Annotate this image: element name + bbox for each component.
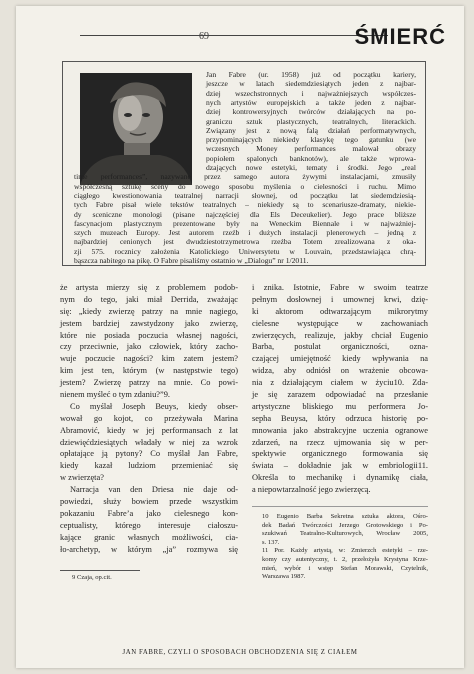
footnote-line: dek Badań Twórczości Jerzego Grotowskiego i Po- <box>262 521 428 529</box>
text-line: czy przeciwnie, jako człowiek, który zacho- <box>60 342 238 352</box>
bio-line: dy sceniczne monologi (pisane najczęściej dla Els Deceukelier). Jego prace bliższe <box>74 209 416 219</box>
page-footer: JAN FABRE, CZYLI O SPOSOBACH OBCHODZENIA SIĘ Z CIAŁEM <box>122 649 358 656</box>
text-line: cielesne występujące w zachowaniach <box>252 318 428 328</box>
text-line: w zwierzęta? <box>60 473 104 483</box>
bio-line: time performances”, nazywane przez samego autora żywymi instalacjami, zmusiły <box>74 172 416 182</box>
footnote-rule-left <box>60 570 140 571</box>
footnote-line: 10 Eugenio Barba Sekretna sztuka aktora, Ośro- <box>262 513 428 520</box>
left-column <box>60 282 238 555</box>
bio-line: dziej wszechstronnych i najważniejszych współczes- <box>206 88 416 98</box>
text-line: ło-archetyp, w którym „ja” rozmywa się <box>60 544 238 554</box>
text-line: ceptualisty, którego interesuje ciałoszu- <box>60 520 238 530</box>
bio-line: Związany jest z nową falą działań performatywnych, <box>206 125 416 135</box>
right-column <box>252 282 428 496</box>
bio-line: szych muzeach Europy. Jest autorem rzeźb i dużych instalacji plenerowych – jedną z <box>74 228 416 238</box>
footnote-line: komy czy autentyczny, t. 2, przełożyła Krystyna Krze- <box>262 555 428 563</box>
text-line: zwierzęcych, realizuje, jakby chciał Eugenio <box>252 330 428 340</box>
text-line: pokazaniu Fabre’a jako cielesnego kon- <box>60 508 238 518</box>
text-line: nia z działającym ciałem w życiu10. Zda- <box>252 378 428 388</box>
text-line: powiedzi, służy bowiem przede wszystkim <box>60 497 238 507</box>
text-line: dziewięćdziesiątych władały w niej za wzrok <box>60 437 238 447</box>
bio-line: tych Fabre pisał wiele tekstów teatralnych – niekiedy są to scenariusze-dramaty, niekie- <box>74 200 416 210</box>
text-line: opłatające ją pytony? Co myślał Jan Fabre, <box>60 449 238 459</box>
footnotes-right <box>262 513 428 582</box>
running-title: ŚMIERĆ <box>354 24 446 49</box>
text-line: ki aktorom odtwarzającym mikrorytmy <box>252 306 428 316</box>
text-line: kające granic własnych możliwości, cia- <box>60 532 238 542</box>
bio-line: nych artystów europejskich a także jeden z najbar- <box>206 97 416 107</box>
text-line: się: „kiedy zwierzę patrzy na mnie nagiego, <box>60 306 238 316</box>
page-number: 69 <box>199 31 209 42</box>
bio-line: najbardziej cenionych jest dwudziestotrzymetrowa rzeźba Totem zrealizowana z oka- <box>74 237 416 247</box>
footnote-rule-right <box>252 506 428 507</box>
page <box>16 6 464 668</box>
bio-line: Jan Fabre (ur. 1958) już od początku kariery, <box>206 70 416 79</box>
text-line: Barba, postulat organiczności, ozna- <box>252 342 428 352</box>
bio-line: jeszcze w latach siedemdziesiątych jeden z najbar- <box>206 79 416 89</box>
bio-line: wczesnych Money performances malował obrazy <box>206 144 416 154</box>
bio-line: popiołem spalonych banknotów), ale także wprowa- <box>206 153 416 163</box>
text-line: które nie posiada poczucia własnej nagości, <box>60 330 238 340</box>
text-line: i znika. Istotnie, Fabre w swoim teatrze <box>252 283 428 292</box>
portrait-image <box>80 73 192 185</box>
text-line: że artysta mierzy się z problemem podob- <box>60 283 238 292</box>
text-line: zdarzeń, na rzecz ujmowania się w per- <box>252 437 428 447</box>
text-line: świata – dokładnie jak w embriologii11. <box>252 461 428 471</box>
bio-line: graniczu sztuk plastycznych, teatralnych, literackich. <box>206 116 416 126</box>
footnote-line: 9 Czaja, op.cit. <box>72 574 112 581</box>
footnote-line: 11 Por. Każdy artystą, w: Zmierzch estetyki – rze- <box>262 547 428 555</box>
footnotes-left <box>72 574 238 583</box>
text-line: czającej umiejętność kiedy wpływania na <box>252 354 428 364</box>
bio-line: bąszcza nabitego na pikę. O Fabre pisaliśmy ostatnio w „Dialogu” nr 1/2011. <box>74 256 309 265</box>
text-line: artystyczne bliskiego mu performera Jo- <box>252 401 428 411</box>
text-line: mnowania jako abstrakcyjne uczenia ogranowe <box>252 425 428 435</box>
bio-line: zji 575. rocznicy założenia Katolickiego Uniwersytetu w Louvain, przedstawiająca chrą- <box>74 246 416 256</box>
bio-line: fascynacjom plastycznym prezentowane były na Weneckim Biennale i w najważniej- <box>74 218 416 228</box>
bio-line: przypominających niekiedy klasykę tego gatunku (we <box>206 135 416 145</box>
text-line: wował go kojot, co przeżywała Marina <box>60 413 238 423</box>
footnote-line: mień, wybór i wstęp Stefan Morawski, Czytelnik, <box>262 564 428 572</box>
text-line: sepha Beuysa, który odrzuca historię po- <box>252 413 428 423</box>
text-line: a niepowtarzalność jego zwierzęcą. <box>252 485 371 495</box>
footnote-line: szukiwań Teatralno-Kulturowych, Wrocław 2005, <box>262 530 428 538</box>
text-line: spektywie organicznego formowania się <box>252 449 428 459</box>
footnote-line: s. 137. <box>262 538 280 546</box>
text-line: nienem myśleć o tym zdaniu?”9. <box>60 390 171 400</box>
bio-line: współczesną sztukę sceny do nowego sposobu myślenia o cielesności i ruchu. Mimo <box>74 181 416 191</box>
text-line: kim jest ten, którym (w następstwie tego) <box>60 366 238 376</box>
bio-line: dzających nowe estetyki, tematy i środki. Jego „real <box>206 163 416 172</box>
text-line: Abramović, kiedy w jej performansach z lat <box>60 425 238 435</box>
text-line: nym do tego, jaki miał Derrida, zważając <box>60 294 238 304</box>
text-line: Określa to mechanikę i dynamikę ciała, <box>252 473 428 483</box>
bio-line: dziej kontrowersyjnych twórców działających na po- <box>206 107 416 117</box>
text-line: pełnym dosłownej i umownej krwi, dzię- <box>252 294 428 304</box>
bio-line: ciągłego kwestionowania teatralnej narracji słownej, od początku lat siedemdziesią- <box>74 190 416 200</box>
text-line: kiedy kazał ludziom przemieniać się <box>60 461 238 471</box>
text-line: wuje poczucie nagości? kim zatem jestem? <box>60 354 238 364</box>
text-line: Narracja van den Driesa nie daje od- <box>70 485 238 495</box>
text-line: jestem? Zwierzę patrzy na mnie. Co powi- <box>60 378 238 388</box>
text-line: Co myślał Joseph Beuys, kiedy obser- <box>70 401 238 411</box>
header-rule <box>80 35 388 36</box>
text-line: je się zarazem odpowiadać na przesłanie <box>252 390 428 400</box>
text-line: widza, aby odniósł on wrażenie obcowa- <box>252 366 428 376</box>
footnote-line: Warszawa 1987. <box>262 573 306 581</box>
text-line: jestem bardziej zawstydzony jako zwierzę, <box>60 318 238 328</box>
author-portrait <box>80 73 192 185</box>
